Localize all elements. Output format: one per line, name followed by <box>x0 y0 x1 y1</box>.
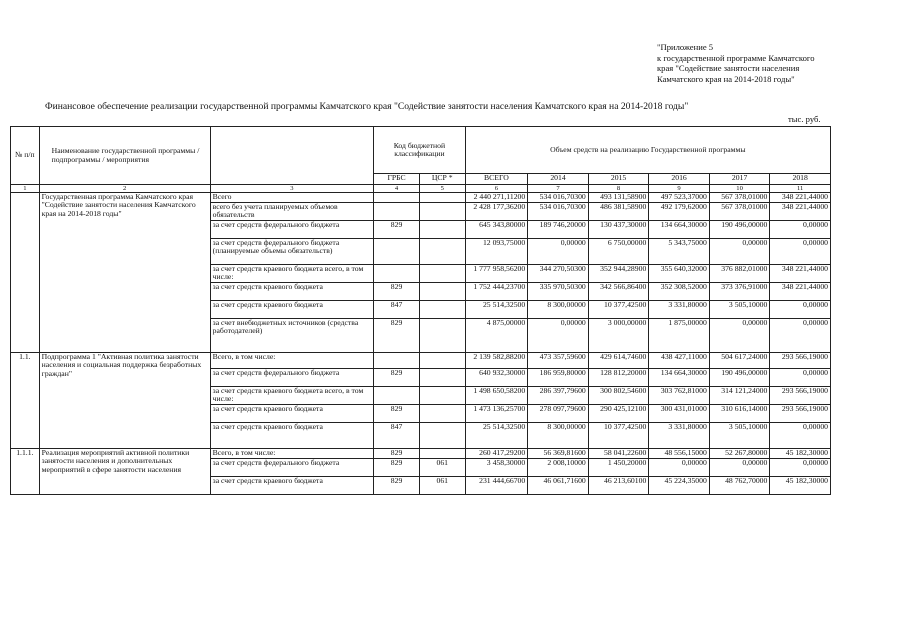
column-number: 5 <box>419 185 465 193</box>
csr-code <box>419 387 465 405</box>
funding-source: за счет средств федерального бюджета <box>210 459 374 477</box>
csr-code <box>419 283 465 301</box>
value-year: 2 008,10000 <box>528 459 589 477</box>
column-number: 10 <box>709 185 770 193</box>
value-year: 6 750,00000 <box>588 239 649 265</box>
value-year: 310 616,14000 <box>709 405 770 423</box>
program-name: Реализация мероприятий активной политики занятости населения и дополнительных мероприятий в сфере занятости населения <box>39 449 210 495</box>
value-year: 5 343,75000 <box>649 239 710 265</box>
header-year: 2018 <box>770 174 831 185</box>
value-year: 342 566,86400 <box>588 283 649 301</box>
value-year: 0,00000 <box>770 423 831 449</box>
value-year: 314 121,24000 <box>709 387 770 405</box>
header-num: № п/п <box>11 127 40 185</box>
value-year: 348 221,44000 <box>770 193 831 203</box>
funding-source: за счет средств краевого бюджета <box>210 283 374 301</box>
header-row <box>11 127 831 174</box>
value-total: 25 514,32500 <box>465 301 528 319</box>
funding-source: всего без учета планируемых объемов обязательств <box>210 203 374 221</box>
value-year: 0,00000 <box>770 301 831 319</box>
grbs-code: 847 <box>374 423 420 449</box>
value-year: 45 182,30000 <box>770 477 831 495</box>
grbs-code: 829 <box>374 459 420 477</box>
csr-code <box>419 319 465 353</box>
grbs-code: 829 <box>374 221 420 239</box>
value-year: 0,00000 <box>770 239 831 265</box>
header-year: 2016 <box>649 174 710 185</box>
value-year: 3 505,10000 <box>709 301 770 319</box>
csr-code <box>419 265 465 283</box>
row-number <box>11 193 40 353</box>
value-year: 1 450,20000 <box>588 459 649 477</box>
funding-source: за счет средств краевого бюджета <box>210 405 374 423</box>
grbs-code <box>374 193 420 203</box>
funding-source: Всего, в том числе: <box>210 353 374 369</box>
appendix-line: "Приложение 5 <box>657 42 714 52</box>
value-year: 10 377,42500 <box>588 423 649 449</box>
grbs-code: 847 <box>374 301 420 319</box>
column-number: 4 <box>374 185 420 193</box>
funding-source: Всего <box>210 193 374 203</box>
value-year: 497 523,37000 <box>649 193 710 203</box>
funding-source: Всего, в том числе: <box>210 449 374 459</box>
funding-source: за счет средств федерального бюджета <box>210 369 374 387</box>
value-year: 3 505,10000 <box>709 423 770 449</box>
column-number: 6 <box>465 185 528 193</box>
value-year: 0,00000 <box>770 319 831 353</box>
value-total: 4 875,00000 <box>465 319 528 353</box>
value-total: 640 932,30000 <box>465 369 528 387</box>
value-year: 473 357,59600 <box>528 353 589 369</box>
value-year: 355 640,32000 <box>649 265 710 283</box>
value-year: 567 378,01000 <box>709 193 770 203</box>
table-row <box>11 193 831 203</box>
value-year: 8 300,00000 <box>528 423 589 449</box>
value-year: 134 664,30000 <box>649 369 710 387</box>
value-year: 3 331,80000 <box>649 423 710 449</box>
value-year: 0,00000 <box>528 239 589 265</box>
csr-code: 061 <box>419 459 465 477</box>
value-year: 278 097,79600 <box>528 405 589 423</box>
csr-code: 061 <box>419 477 465 495</box>
appendix-note <box>657 42 897 84</box>
row-number: 1.1. <box>11 353 40 449</box>
value-year: 0,00000 <box>770 369 831 387</box>
value-year: 429 614,74600 <box>588 353 649 369</box>
funding-source: за счет средств краевого бюджета всего, в том числе: <box>210 265 374 283</box>
value-total: 231 444,66700 <box>465 477 528 495</box>
value-year: 335 970,50300 <box>528 283 589 301</box>
csr-code <box>419 239 465 265</box>
value-year: 134 664,30000 <box>649 221 710 239</box>
column-number: 11 <box>770 185 831 193</box>
value-total: 3 458,30000 <box>465 459 528 477</box>
value-year: 300 802,54600 <box>588 387 649 405</box>
funding-source: за счет средств федерального бюджета <box>210 221 374 239</box>
financing-table <box>10 126 831 495</box>
csr-code <box>419 423 465 449</box>
value-year: 376 882,01000 <box>709 265 770 283</box>
value-year: 504 617,24000 <box>709 353 770 369</box>
header-name: Наименование государственной программы / подпрограммы / мероприятия <box>39 127 210 185</box>
table-row <box>11 353 831 369</box>
value-total: 1 498 650,58200 <box>465 387 528 405</box>
value-year: 493 131,58900 <box>588 193 649 203</box>
value-year: 0,00000 <box>770 221 831 239</box>
header-csr: ЦСР * <box>419 174 465 185</box>
header-blank <box>210 127 374 185</box>
value-total: 2 428 177,36200 <box>465 203 528 221</box>
grbs-code: 829 <box>374 283 420 301</box>
header-year: 2017 <box>709 174 770 185</box>
grbs-code <box>374 265 420 283</box>
value-total: 1 473 136,25700 <box>465 405 528 423</box>
value-year: 128 812,20000 <box>588 369 649 387</box>
appendix-line: к государственной программе Камчатского <box>657 52 815 63</box>
value-total: 260 417,29200 <box>465 449 528 459</box>
value-year: 0,00000 <box>770 459 831 477</box>
value-year: 190 496,00000 <box>709 221 770 239</box>
header-year: 2014 <box>528 174 589 185</box>
appendix-line: края "Содействие занятости населения <box>657 63 800 74</box>
funding-source: за счет внебюджетных источников (средства работодателей) <box>210 319 374 353</box>
value-year: 0,00000 <box>649 459 710 477</box>
value-year: 8 300,00000 <box>528 301 589 319</box>
csr-code <box>419 301 465 319</box>
value-year: 0,00000 <box>709 239 770 265</box>
value-year: 286 397,79600 <box>528 387 589 405</box>
value-year: 0,00000 <box>528 319 589 353</box>
csr-code <box>419 353 465 369</box>
unit-label: тыс. руб. <box>788 114 821 124</box>
column-number: 8 <box>588 185 649 193</box>
value-year: 0,00000 <box>709 459 770 477</box>
value-year: 348 221,44000 <box>770 265 831 283</box>
program-name: Государственная программа Камчатского края "Содействие занятости населения Камчатского края на 2014-2018 годы" <box>39 193 210 353</box>
value-year: 48 762,70000 <box>709 477 770 495</box>
column-number-row <box>11 185 831 193</box>
value-year: 373 376,91000 <box>709 283 770 301</box>
grbs-code: 829 <box>374 449 420 459</box>
program-name: Подпрограмма 1 "Активная политика занятости населения и социальная поддержка безработных граждан" <box>39 353 210 449</box>
header-grbs: ГРБС <box>374 174 420 185</box>
grbs-code <box>374 353 420 369</box>
csr-code <box>419 405 465 423</box>
value-total: 2 440 271,11200 <box>465 193 528 203</box>
grbs-code: 829 <box>374 405 420 423</box>
value-year: 189 746,20000 <box>528 221 589 239</box>
funding-source: за счет средств краевого бюджета <box>210 423 374 449</box>
value-year: 186 959,80000 <box>528 369 589 387</box>
value-year: 3 000,00000 <box>588 319 649 353</box>
value-year: 190 496,00000 <box>709 369 770 387</box>
value-year: 348 221,44000 <box>770 283 831 301</box>
value-total: 25 514,32500 <box>465 423 528 449</box>
value-year: 10 377,42500 <box>588 301 649 319</box>
csr-code <box>419 369 465 387</box>
value-year: 567 378,01000 <box>709 203 770 221</box>
value-total: 645 343,80000 <box>465 221 528 239</box>
document-title: Финансовое обеспечение реализации государственной программы Камчатского края "Содействие занятости населения Камчатского края на 2014-2018 годы" <box>45 101 689 112</box>
value-year: 46 061,71600 <box>528 477 589 495</box>
row-number: 1.1.1. <box>11 449 40 495</box>
column-number: 7 <box>528 185 589 193</box>
grbs-code <box>374 239 420 265</box>
value-year: 344 270,50300 <box>528 265 589 283</box>
value-year: 300 431,01000 <box>649 405 710 423</box>
column-number: 9 <box>649 185 710 193</box>
value-year: 438 427,11000 <box>649 353 710 369</box>
header-volume: Объем средств на реализацию Государственной программы <box>465 127 830 174</box>
value-total: 1 752 444,23700 <box>465 283 528 301</box>
value-total: 12 093,75000 <box>465 239 528 265</box>
header-year: 2015 <box>588 174 649 185</box>
value-year: 48 556,15000 <box>649 449 710 459</box>
grbs-code <box>374 387 420 405</box>
csr-code <box>419 449 465 459</box>
value-year: 534 016,70300 <box>528 203 589 221</box>
column-number: 1 <box>11 185 40 193</box>
grbs-code: 829 <box>374 319 420 353</box>
value-year: 56 369,81600 <box>528 449 589 459</box>
value-year: 352 308,52000 <box>649 283 710 301</box>
value-year: 486 381,58900 <box>588 203 649 221</box>
header-kbk: Код бюджетной классификации <box>374 127 465 174</box>
column-number: 2 <box>39 185 210 193</box>
value-year: 58 041,22600 <box>588 449 649 459</box>
value-year: 303 762,81000 <box>649 387 710 405</box>
grbs-code: 829 <box>374 369 420 387</box>
value-total: 2 139 582,88200 <box>465 353 528 369</box>
csr-code <box>419 203 465 221</box>
funding-source: за счет средств краевого бюджета <box>210 477 374 495</box>
grbs-code <box>374 203 420 221</box>
value-total: 1 777 958,56200 <box>465 265 528 283</box>
value-year: 3 331,80000 <box>649 301 710 319</box>
grbs-code: 829 <box>374 477 420 495</box>
value-year: 290 425,12100 <box>588 405 649 423</box>
table-row <box>11 449 831 459</box>
value-year: 352 944,28900 <box>588 265 649 283</box>
value-year: 348 221,44000 <box>770 203 831 221</box>
csr-code <box>419 193 465 203</box>
value-year: 1 875,00000 <box>649 319 710 353</box>
value-year: 0,00000 <box>709 319 770 353</box>
value-year: 46 213,60100 <box>588 477 649 495</box>
value-year: 293 566,19000 <box>770 353 831 369</box>
funding-source: за счет средств федерального бюджета (планируемые объемы обязательств) <box>210 239 374 265</box>
value-year: 45 182,30000 <box>770 449 831 459</box>
value-year: 45 224,35000 <box>649 477 710 495</box>
appendix-line: Камчатского края на 2014-2018 годы" <box>657 73 795 84</box>
value-year: 130 437,30000 <box>588 221 649 239</box>
value-year: 492 179,62000 <box>649 203 710 221</box>
header-year: ВСЕГО <box>465 174 528 185</box>
value-year: 534 016,70300 <box>528 193 589 203</box>
value-year: 52 267,80000 <box>709 449 770 459</box>
column-number: 3 <box>210 185 374 193</box>
value-year: 293 566,19000 <box>770 387 831 405</box>
value-year: 293 566,19000 <box>770 405 831 423</box>
csr-code <box>419 221 465 239</box>
funding-source: за счет средств краевого бюджета <box>210 301 374 319</box>
funding-source: за счет средств краевого бюджета всего, в том числе: <box>210 387 374 405</box>
